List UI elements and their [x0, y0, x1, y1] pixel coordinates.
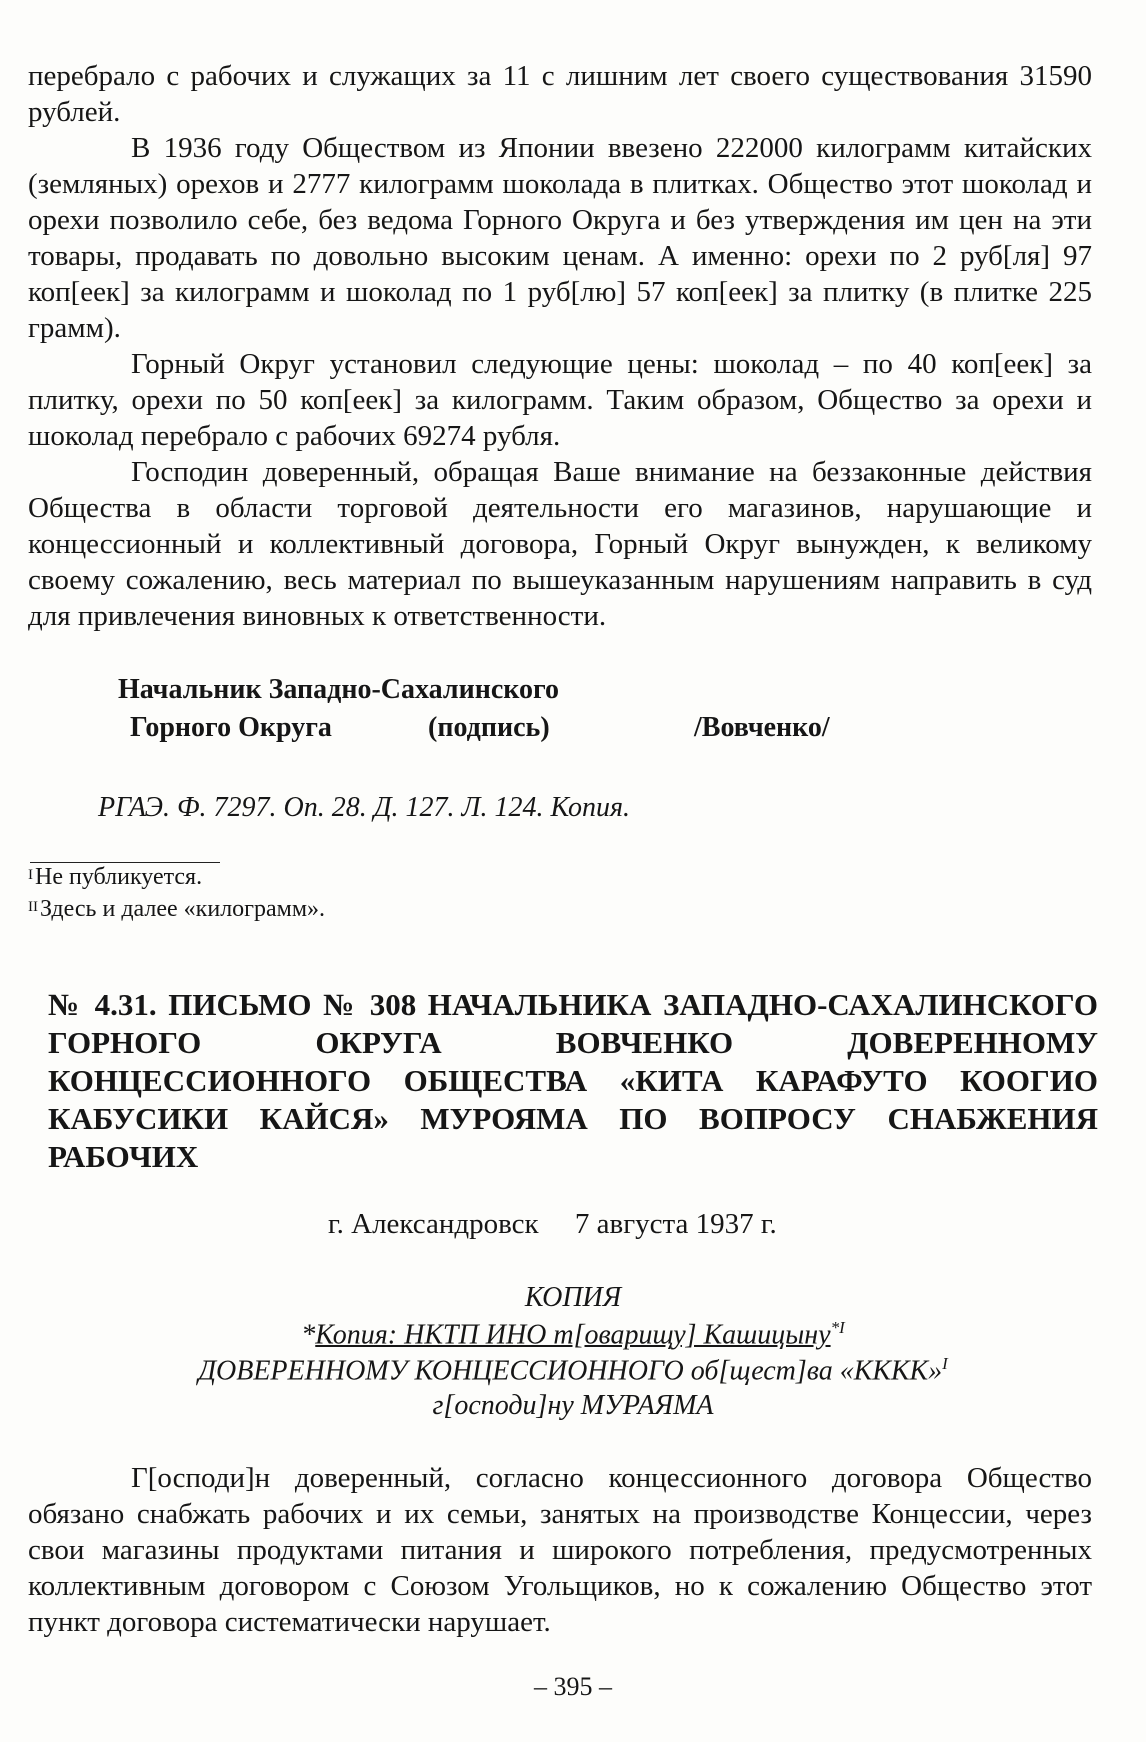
paragraph-2: В 1936 году Обществом из Японии ввезено 222000 килограмм китайских (земляных) орехов и 2777 килограмм шоколада в плитках. Общество этот шоколад и орехи позволило себе, без ведома Горного Округа и без утверждения им цен на эти товары, продавать по довольно высоким ценам. А именно: орехи по 2 руб[ля] 97 коп[еек] за килограмм и шоколад по 1 руб[лю] 57 коп[еек] за плитку (в плитке 225 грамм). — [28, 132, 1092, 344]
page-number: – 395 – — [534, 1672, 612, 1701]
signature-name: /Вовченко/ — [694, 712, 830, 743]
recipient-mark: I — [942, 1354, 948, 1373]
body-text — [28, 58, 1092, 634]
footnote-1-mark: I — [28, 867, 33, 883]
copy-to-mark: *I — [830, 1318, 845, 1337]
document-heading: № 4.31. ПИСЬМО № 308 НАЧАЛЬНИКА ЗАПАДНО-САХАЛИНСКОГО ГОРНОГО ОКРУГА ВОВЧЕНКО ДОВЕРЕННОМУ КОНЦЕССИОННОГО ОБЩЕСТВА «КИТА КАРАФУТО КООГИО КАБУСИКИ КАЙСЯ» МУРОЯМА ПО ВОПРОСУ СНАБЖЕНИЯ РАБОЧИХ — [48, 987, 1098, 1174]
letter-body — [28, 1460, 1092, 1640]
footnote-2 — [28, 894, 325, 924]
place-date-text: г. Александровск 7 августа 1937 г. — [328, 1208, 777, 1240]
copy-to-star: * — [301, 1319, 316, 1351]
footnote-2-mark: II — [28, 899, 38, 915]
footnote-1-text: Не публикуется. — [35, 864, 203, 890]
signature-placeholder: (подпись) — [428, 712, 550, 743]
paragraph-3: Горный Округ установил следующие цены: шоколад – по 40 коп[еек] за плитку, орехи по 50 коп[еек] за килограмм. Таким образом, Общество за орехи и шоколад перебрало с рабочих 69274 рубля. — [28, 348, 1092, 452]
copy-to-line — [0, 1318, 1146, 1351]
recipient-1-text: ДОВЕРЕННОМУ КОНЦЕССИОННОГО об[щест]ва «КККК» — [198, 1355, 943, 1387]
paragraph-1: перебрало с рабочих и служащих за 11 с лишним лет своего существования 31590 рублей. — [28, 60, 1092, 128]
copy-label: КОПИЯ — [524, 1282, 622, 1313]
paragraph-4: Господин доверенный, обращая Ваше внимание на беззаконные действия Общества в области торговой деятельности его магазинов, нарушающие и концессионный и коллективный договора, Горный Округ вынужден, к великому своему сожалению, весь материал по вышеуказанным нарушениям направить в суд для привлечения виновных к ответственности. — [28, 456, 1092, 632]
footnote-2-text: Здесь и далее «килограмм». — [40, 896, 326, 922]
signature-title-1: Начальник Западно-Сахалинского — [118, 674, 560, 705]
recipient-line-1 — [0, 1354, 1146, 1387]
place-date — [328, 1208, 777, 1241]
recipient-line-2: г[осподи]ну МУРАЯМА — [432, 1390, 714, 1421]
signature-title-2: Горного Округа — [130, 712, 332, 743]
footnote-1 — [28, 862, 202, 892]
letter-paragraph-1: Г[осподи]н доверенный, согласно концессионного договора Общество обязано снабжать рабочих и их семьи, занятых на производстве Концессии, через свои магазины продуктами питания и широкого потребления, предусмотренных коллективным договором с Союзом Угольщиков, но к сожалению Общество этот пункт договора систематически нарушает. — [28, 1462, 1092, 1638]
copy-to-text: Копия: НКТП ИНО т[оварищу] Кашицыну — [315, 1319, 831, 1351]
archive-source: РГАЭ. Ф. 7297. Оп. 28. Д. 127. Л. 124. Копия. — [98, 792, 631, 823]
